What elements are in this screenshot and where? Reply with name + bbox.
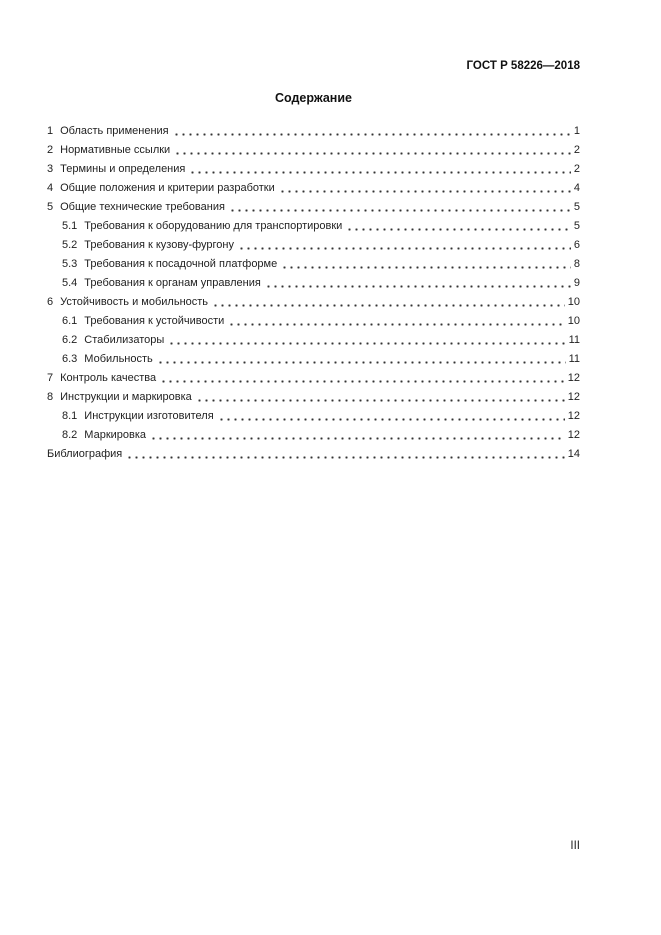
toc-entry-label: Требования к оборудованию для транспортировки — [84, 220, 343, 232]
dotted-leader — [173, 132, 571, 137]
toc-entry-number: 4 — [47, 182, 54, 194]
toc-entry-page: 10 — [567, 296, 580, 308]
toc-entry-number: 5.3 — [62, 258, 78, 270]
toc-entry-number: 2 — [47, 144, 54, 156]
toc-entry-number: 7 — [47, 372, 54, 384]
toc-entry — [47, 141, 580, 160]
dotted-leader — [157, 360, 566, 365]
toc-entry-number: 5 — [47, 201, 54, 213]
toc-entry-label: Требования к кузову-фургону — [84, 239, 234, 251]
toc-entry-number: 6.2 — [62, 334, 78, 346]
toc-entry — [47, 369, 580, 388]
toc-entry-page: 2 — [573, 144, 580, 156]
toc-entry-page: 10 — [567, 315, 580, 327]
document-header-code: ГОСТ Р 58226—2018 — [466, 60, 580, 72]
toc-entry-number: 5.4 — [62, 277, 78, 289]
toc-entry — [47, 293, 580, 312]
dotted-leader — [189, 170, 571, 175]
dotted-leader — [196, 398, 565, 403]
page-number-footer: III — [570, 840, 580, 852]
toc-entry — [47, 350, 580, 369]
toc-entry-number: 8.1 — [62, 410, 78, 422]
toc-entry-number: 1 — [47, 125, 54, 137]
toc-entry-label: Мобильность — [84, 353, 153, 365]
dotted-leader — [218, 417, 565, 422]
toc-entry — [47, 217, 580, 236]
toc-entry-number: 6.1 — [62, 315, 78, 327]
toc-entry-label: Нормативные ссылки — [60, 144, 171, 156]
dotted-leader — [228, 322, 564, 327]
toc-entry-label: Требования к устойчивости — [84, 315, 225, 327]
toc-entry-page: 12 — [567, 410, 580, 422]
toc-entry-page: 6 — [573, 239, 580, 251]
toc-entry-label: Инструкции изготовителя — [84, 410, 214, 422]
dotted-leader — [174, 151, 571, 156]
toc-entry-number: 6 — [47, 296, 54, 308]
toc-entry-page: 12 — [567, 429, 580, 441]
dotted-leader — [238, 246, 571, 251]
toc-entry — [47, 236, 580, 255]
toc-entry-number: 6.3 — [62, 353, 78, 365]
toc-entry — [47, 445, 580, 464]
dotted-leader — [126, 455, 565, 460]
dotted-leader — [212, 303, 565, 308]
toc-entry — [47, 198, 580, 217]
toc-entry — [47, 312, 580, 331]
toc-entry-page: 4 — [573, 182, 580, 194]
toc-entry-label: Библиография — [47, 448, 123, 460]
toc-entry-number: 5.2 — [62, 239, 78, 251]
toc-entry-page: 2 — [573, 163, 580, 175]
toc-entry — [47, 388, 580, 407]
toc-entry-page: 12 — [567, 391, 580, 403]
toc-entry-page: 1 — [573, 125, 580, 137]
toc-entry-label: Инструкции и маркировка — [60, 391, 192, 403]
toc-entry — [47, 255, 580, 274]
toc-entry — [47, 407, 580, 426]
toc-entry — [47, 160, 580, 179]
toc-entry — [47, 122, 580, 141]
toc-entry-page: 5 — [573, 220, 580, 232]
toc-entry — [47, 426, 580, 445]
toc-entry-label: Устойчивость и мобильность — [60, 296, 209, 308]
toc-entry-label: Контроль качества — [60, 372, 157, 384]
toc-entry-page: 5 — [573, 201, 580, 213]
toc-entry — [47, 274, 580, 293]
toc-entry-number: 8.2 — [62, 429, 78, 441]
dotted-leader — [150, 436, 565, 441]
toc-entry-page: 9 — [573, 277, 580, 289]
toc-entry-label: Общие положения и критерии разработки — [60, 182, 275, 194]
toc-entry-label: Маркировка — [84, 429, 147, 441]
dotted-leader — [160, 379, 565, 384]
dotted-leader — [168, 341, 565, 346]
toc-entry-page: 11 — [568, 334, 580, 346]
toc-entry-label: Требования к органам управления — [84, 277, 261, 289]
toc-entry — [47, 179, 580, 198]
dotted-leader — [346, 227, 571, 232]
toc-entry-number: 5.1 — [62, 220, 78, 232]
dotted-leader — [229, 208, 571, 213]
toc-entry-page: 11 — [568, 353, 580, 365]
toc-entry-page: 14 — [567, 448, 580, 460]
toc-entry-label: Область применения — [60, 125, 169, 137]
toc-entry-label: Общие технические требования — [60, 201, 225, 213]
toc-entry-number: 3 — [47, 163, 54, 175]
toc-entry-number: 8 — [47, 391, 54, 403]
page-title: Содержание — [274, 91, 352, 105]
toc-entry-label: Требования к посадочной платформе — [84, 258, 278, 270]
dotted-leader — [265, 284, 571, 289]
toc-entry-page: 8 — [573, 258, 580, 270]
toc-entry-page: 12 — [567, 372, 580, 384]
toc-entry — [47, 331, 580, 350]
dotted-leader — [281, 265, 571, 270]
toc-entry-label: Термины и определения — [60, 163, 186, 175]
toc-entry-label: Стабилизаторы — [84, 334, 165, 346]
dotted-leader — [279, 189, 571, 194]
table-of-contents — [47, 122, 580, 464]
